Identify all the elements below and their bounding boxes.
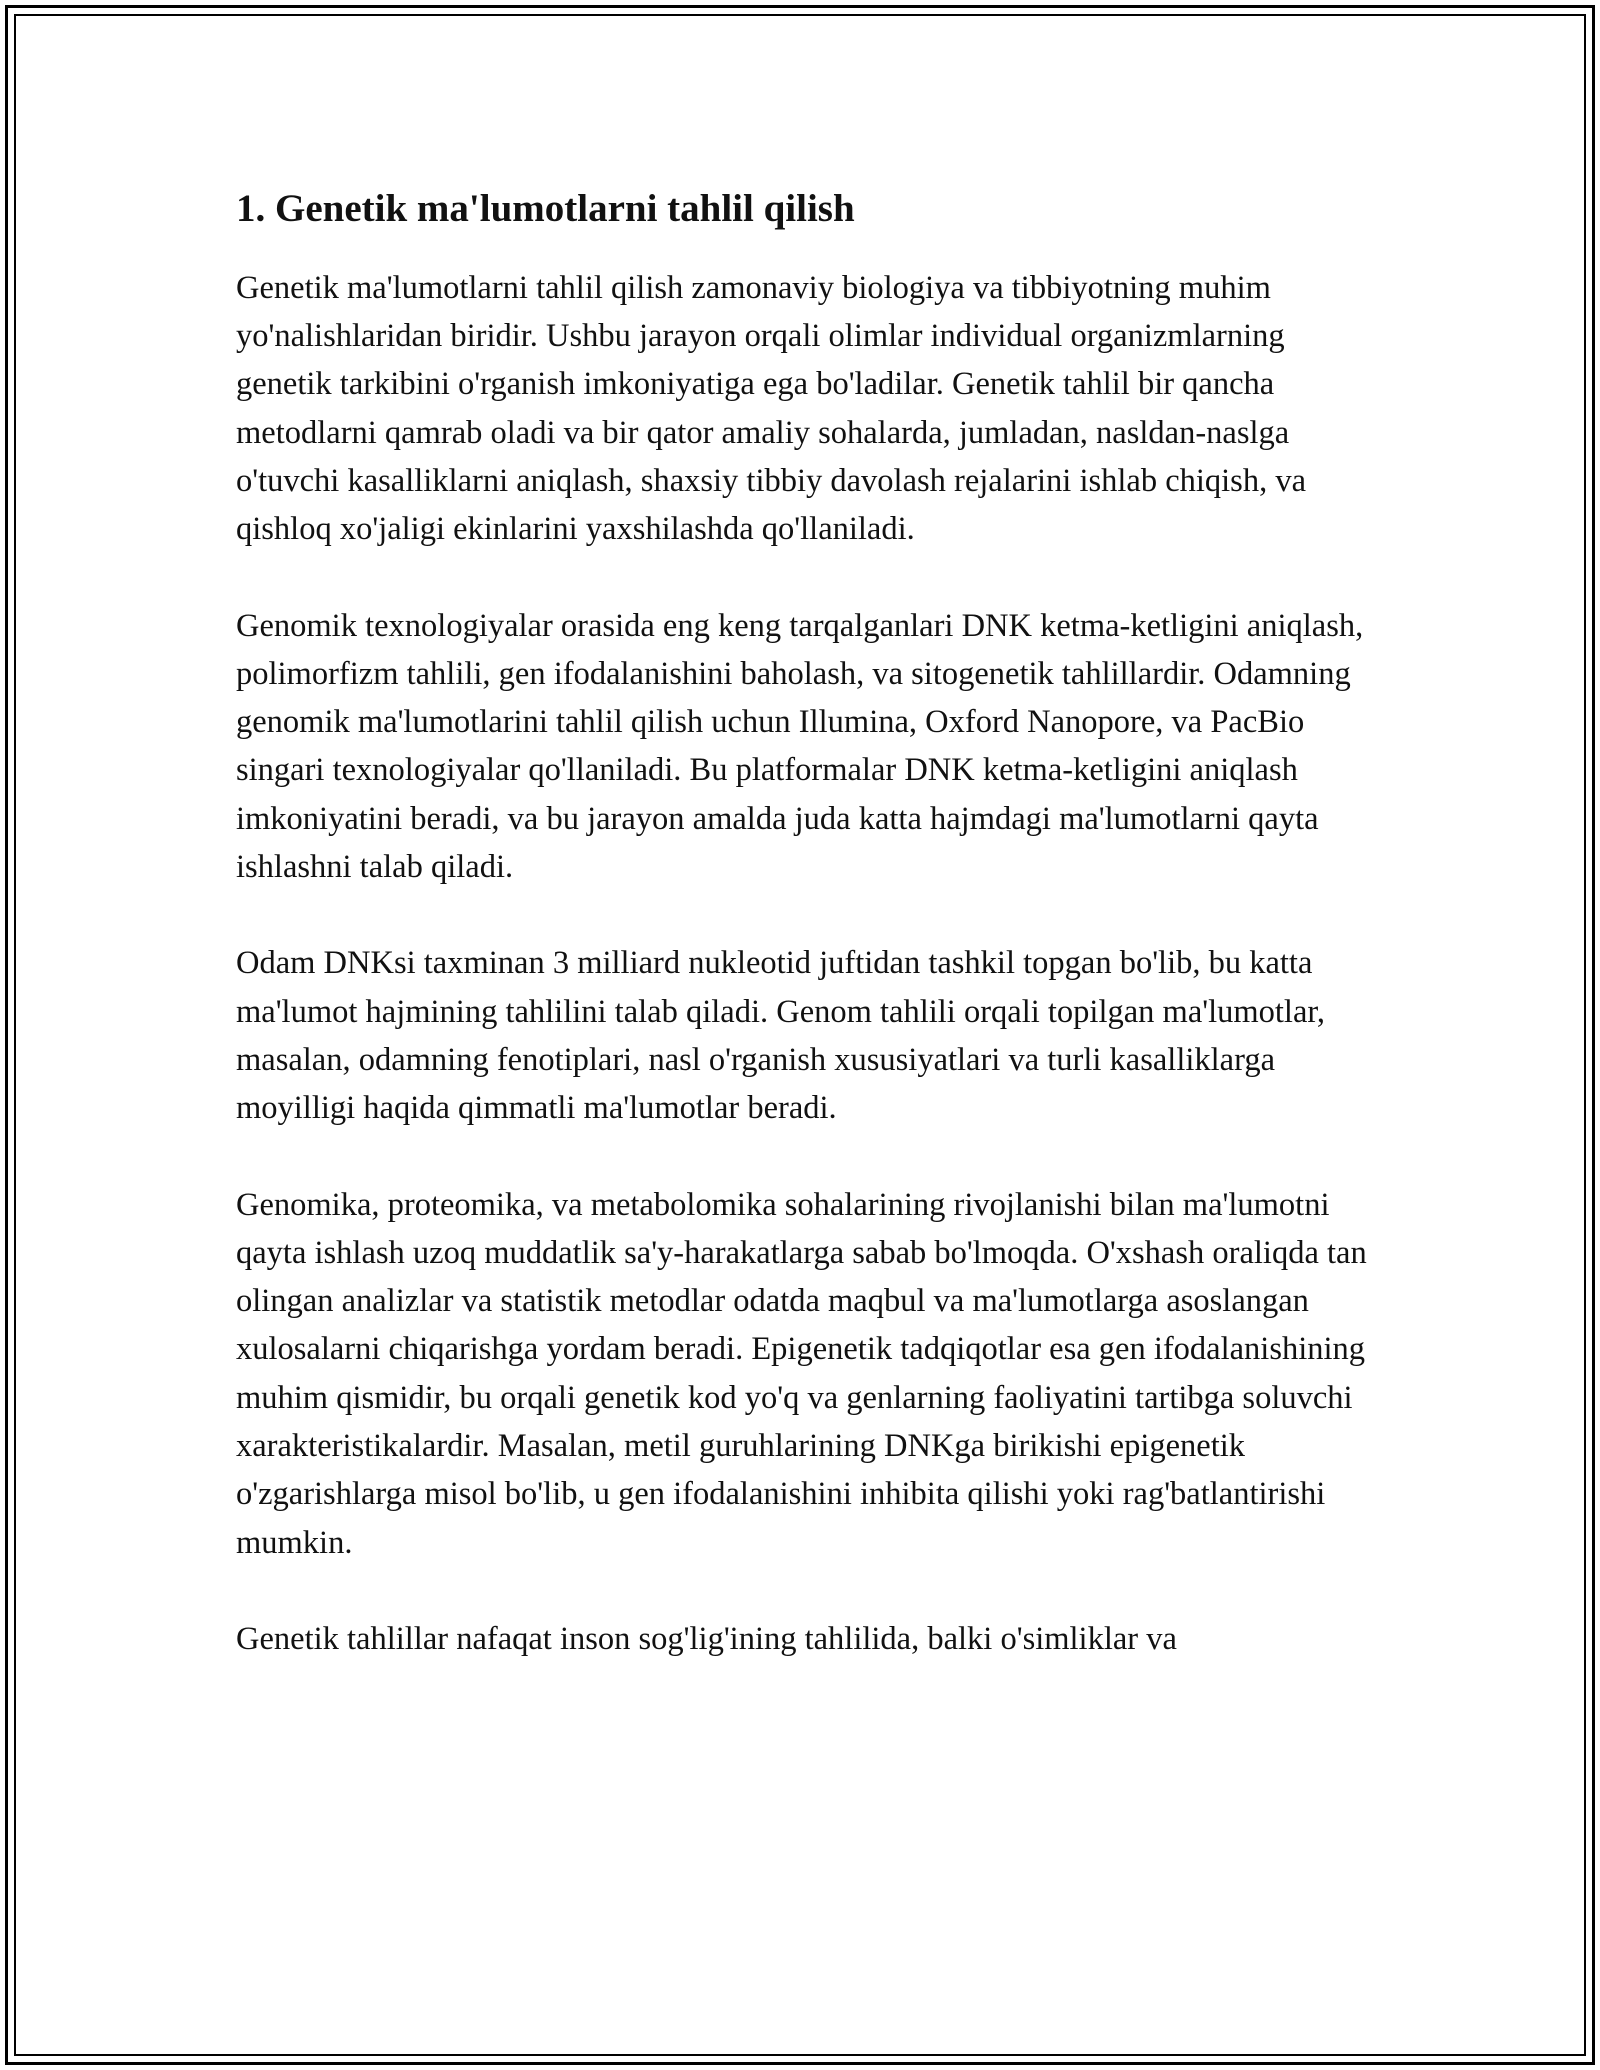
paragraph-4: Genomika, proteomika, va metabolomika sohalarining rivojlanishi bilan ma'lumotni qayta ishlash uzoq muddatlik sa'y-harakatlarga sabab bo'lmoqda. O'xshash oraliqda tan olingan analizlar va statistik metodlar odatda maqbul va ma'lumotlarga asoslangan xulosalarni chiqarishga yordam beradi. Epigenetik tadqiqotlar esa gen ifodalanishining muhim qismidir, bu orqali genetik kod yo'q va genlarning faoliyatini tartibga soluvchi xarakteristikalardir. Masalan, metil guruhlarining DNKga birikishi epigenetik o'zgarishlarga misol bo'lib, u gen ifodalanishini inhibita qilishi yoki rag'batlantirishi mumkin.	[236, 1186, 1367, 1561]
document-body	[236, 186, 1386, 1663]
paragraph-3: Odam DNKsi taxminan 3 milliard nukleotid juftidan tashkil topgan bo'lib, bu katta ma'lumot hajmining tahlilini talab qiladi. Genom tahlili orqali topilgan ma'lumotlar, masalan, odamning fenotiplari, nasl o'rganish xususiyatlari va turli kasalliklarga moyilligi haqida qimmatli ma'lumotlar beradi.	[236, 945, 1326, 1127]
paragraph-2: Genomik texnologiyalar orasida eng keng tarqalganlari DNK ketma-ketligini aniqlash, polimorfizm tahlili, gen ifodalanishini baholash, va sitogenetik tahlillardir. Odamning genomik ma'lumotlarini tahlil qilish uchun Illumina, Oxford Nanopore, va PacBio singari texnologiyalar qo'llaniladi. Bu platformalar DNK ketma-ketligini aniqlash imkoniyatini beradi, va bu jarayon amalda juda katta hajmdagi ma'lumotlarni qayta ishlashni talab qiladi.	[236, 607, 1364, 886]
paragraph-5: Genetik tahlillar nafaqat inson sog'lig'ining tahlilida, balki o'simliklar va	[236, 1620, 1177, 1657]
section-heading: 1. Genetik ma'lumotlarni tahlil qilish	[236, 187, 855, 230]
paragraph-1: Genetik ma'lumotlarni tahlil qilish zamonaviy biologiya va tibbiyotning muhim yo'nalishlaridan biridir. Ushbu jarayon orqali olimlar individual organizmlarning genetik tarkibini o'rganish imkoniyatiga ega bo'ladilar. Genetik tahlil bir qancha metodlarni qamrab oladi va bir qator amaliy sohalarda, jumladan, nasldan-naslga o'tuvchi kasalliklarni aniqlash, shaxsiy tibbiy davolash rejalarini ishlab chiqish, va qishloq xo'jaligi ekinlarini yaxshilashda qo'llaniladi.	[236, 269, 1307, 548]
